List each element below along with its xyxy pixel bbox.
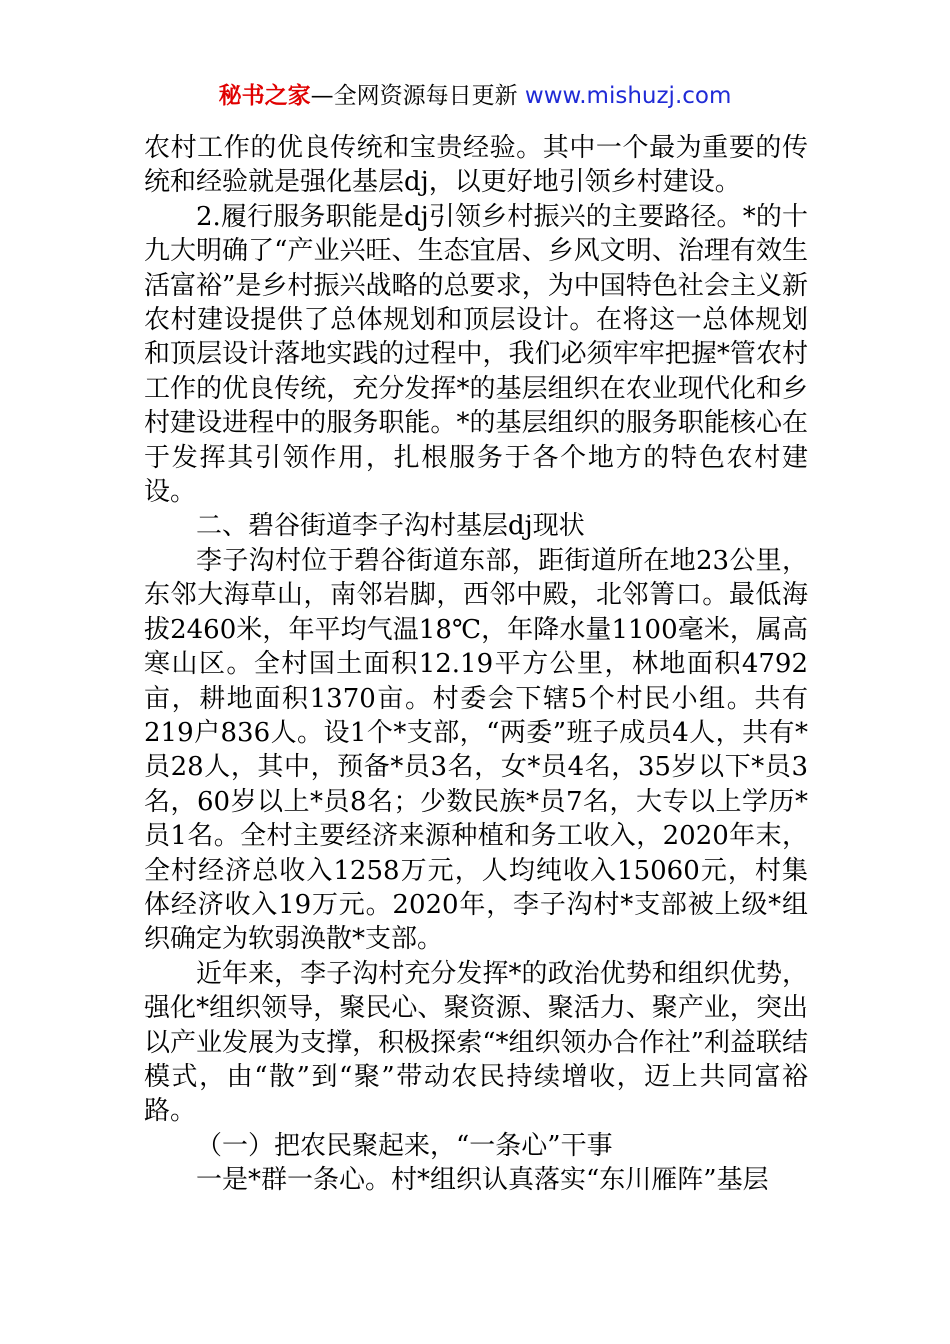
paragraph-recent-years: 近年来，李子沟村充分发挥*的政治优势和组织优势，强化*组织领导，聚民心、聚资源、聚活力、聚产业，突出以产业发展为支撑，积极探索“*组织领办合作社”利益联结模式，由“散”到“聚”带动农民持续增收，迈上共同富裕路。 [144,958,808,1127]
site-header [0,80,950,112]
section-heading-2: 二、碧谷街道李子沟村基层dj现状 [196,511,585,542]
document-body [144,131,808,1198]
site-tagline: —全网资源每日更新 [310,83,525,109]
subsection-heading-1: （一）把农民聚起来，“一条心”干事 [196,1130,613,1161]
paragraph-continuation: 农村工作的优良传统和宝贵经验。其中一个最为重要的传统和经验就是强化基层dj，以更好地引领乡村建设。 [144,133,808,198]
site-url[interactable]: www.mishuzj.com [524,83,732,109]
paragraph-service-function: 2.履行服务职能是dj引领乡村振兴的主要路径。*的十九大明确了“产业兴旺、生态宜居、乡风文明、治理有效生活富裕”是乡村振兴战略的总要求，为中国特色社会主义新农村建设提供了总体规划和顶层设计。在将这一总体规划和顶层设计落地实践的过程中，我们必须牢牢把握*管农村工作的优良传统，充分发挥*的基层组织在农业现代化和乡村建设进程中的服务职能。*的基层组织的服务职能核心在于发挥其引领作用，扎根服务于各个地方的特色农村建设。 [144,201,808,508]
paragraph-first-point: 一是*群一条心。村*组织认真落实“东川雁阵”基层 [196,1165,769,1196]
paragraph-village-profile: 李子沟村位于碧谷街道东部，距街道所在地23公里，东邻大海草山，南邻岩脚，西邻中殿，北邻箐口。最低海拔2460米，年平均气温18℃，年降水量1100毫米，属高寒山区。全村国土面积12.19平方公里，林地面积4792亩，耕地面积1370亩。村委会下辖5个村民小组。共有219户836人。设1个*支部，“两委”班子成员4人，共有*员28人，其中，预备*员3名，女*员4名，35岁以下*员3名，60岁以上*员8名；少数民族*员7名，大专以上学历*员1名。全村主要经济来源种植和务工收入，2020年末，全村经济总收入1258万元，人均纯收入15060元，村集体经济收入19万元。2020年，李子沟村*支部被上级*组织确定为软弱涣散*支部。 [144,545,808,955]
site-brand: 秘书之家 [218,83,311,109]
